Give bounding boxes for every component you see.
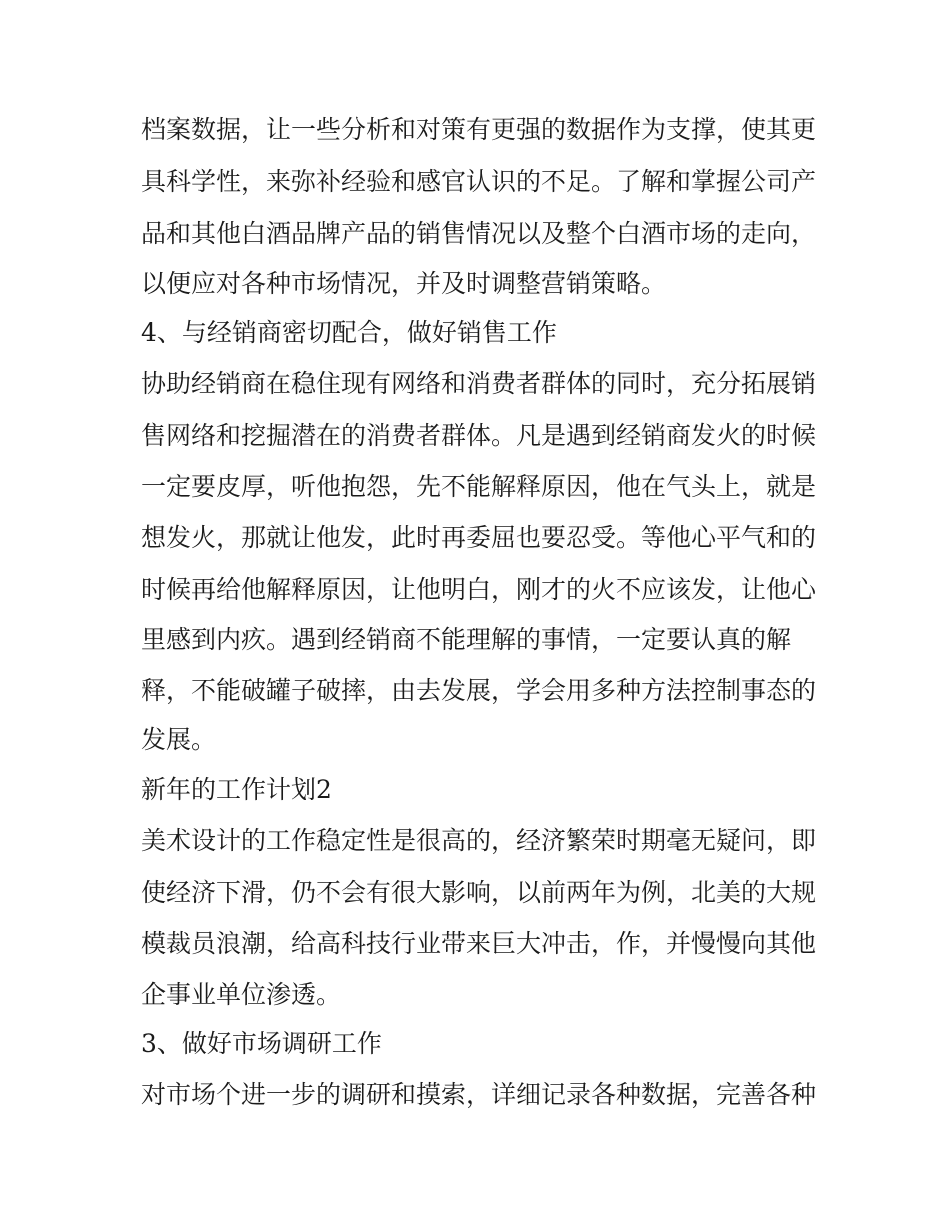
paragraph-line: 以便应对各种市场情况，并及时调整营销策略。 (141, 269, 667, 298)
paragraph-line: 时候再给他解释原因，让他明白，刚才的火不应该发，让他心 (141, 575, 817, 604)
paragraph-line: 企事业单位渗透。 (141, 980, 342, 1009)
paragraph-line: 协助经销商在稳住现有网络和消费者群体的同时，充分拓展销 (141, 369, 817, 398)
paragraph-line: 发展。 (141, 725, 217, 754)
paragraph-line: 具科学性，来弥补经验和感官认识的不足。了解和掌握公司产 (141, 167, 817, 196)
paragraph-line: 想发火，那就让他发，此时再委屈也要忍受。等他心平气和的 (141, 523, 817, 552)
paragraph-line: 释，不能破罐子破摔，由去发展，学会用多种方法控制事态的 (141, 676, 817, 705)
paragraph-line: 对市场个进一步的调研和摸索，详细记录各种数据，完善各种 (141, 1080, 817, 1109)
section-heading: 4、与经销商密切配合，做好销售工作 (141, 318, 557, 347)
paragraph-line: 售网络和挖掘潜在的消费者群体。凡是遇到经销商发火的时候 (141, 421, 817, 450)
paragraph-line: 使经济下滑，仍不会有很大影响，以前两年为例，北美的大规 (141, 878, 817, 907)
paragraph-line: 里感到内疚。遇到经销商不能理解的事情，一定要认真的解 (141, 625, 792, 654)
section-heading: 3、做好市场调研工作 (141, 1029, 382, 1058)
paragraph-line: 一定要皮厚，听他抱怨，先不能解释原因，他在气头上，就是 (141, 472, 817, 501)
paragraph-line: 模裁员浪潮，给高科技行业带来巨大冲击，作，并慢慢向其他 (141, 929, 817, 958)
section-heading: 新年的工作计划2 (141, 775, 332, 804)
paragraph-line: 美术设计的工作稳定性是很高的，经济繁荣时期毫无疑问，即 (141, 826, 817, 855)
paragraph-line: 档案数据，让一些分析和对策有更强的数据作为支撑，使其更 (141, 115, 817, 144)
paragraph-line: 品和其他白酒品牌产品的销售情况以及整个白酒市场的走向， (141, 219, 817, 248)
